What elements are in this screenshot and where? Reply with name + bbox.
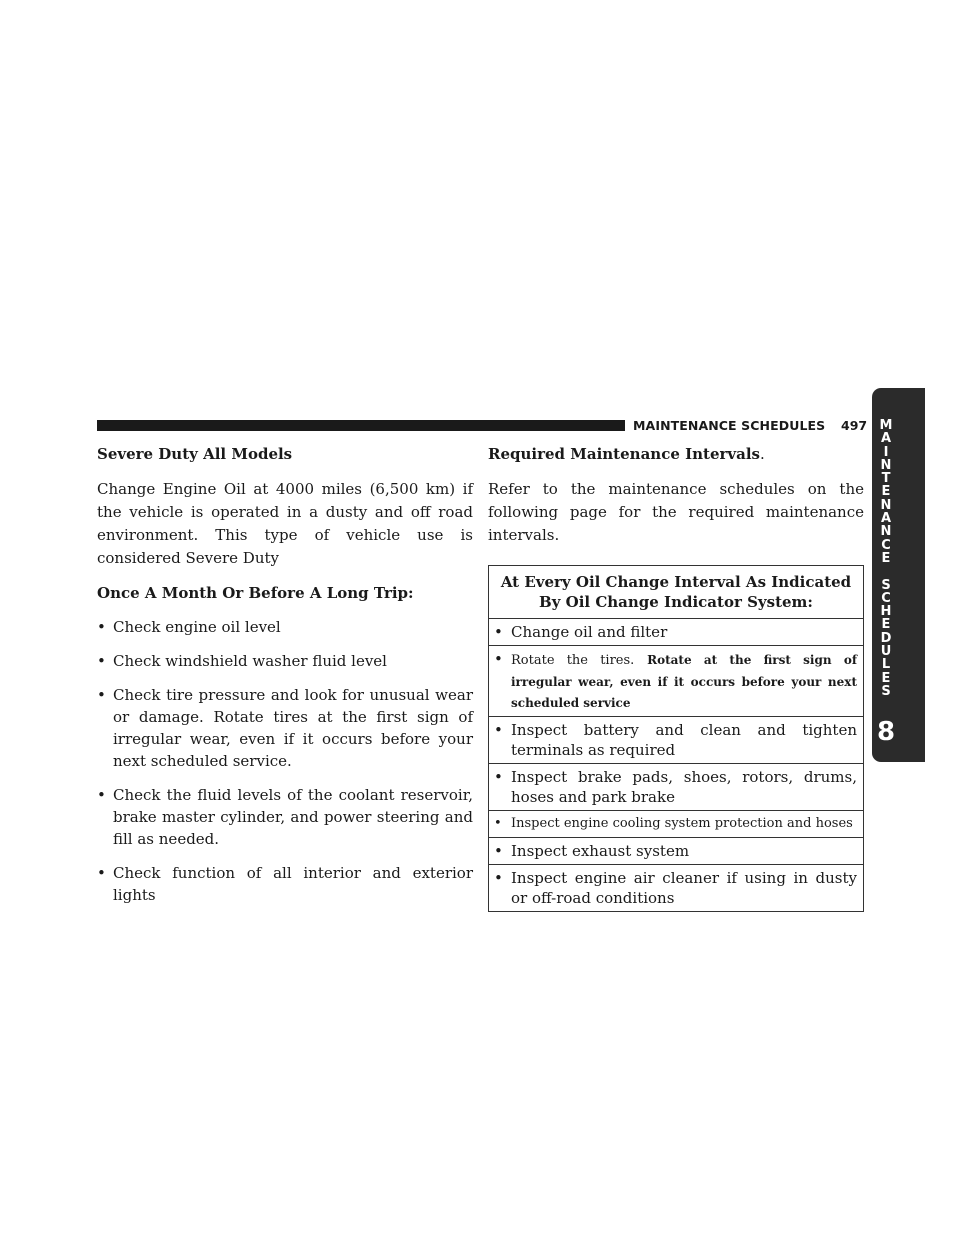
list-item: • Check the fluid levels of the coolant reservoir, brake master cylinder, and power steering and fill as needed. — [97, 784, 473, 850]
severe-duty-heading: Severe Duty All Models — [97, 445, 293, 463]
table-row-text: • Inspect engine cooling system protection and hoses — [494, 814, 857, 834]
intervals-heading-line — [488, 443, 864, 466]
section-title: MAINTENANCE SCHEDULES — [633, 418, 826, 433]
table-row-text: • Inspect engine air cleaner if using in dusty or off-road conditions — [494, 868, 857, 908]
header-rule — [97, 420, 625, 431]
page-number: 497 — [841, 418, 868, 433]
table-row-text: • Change oil and filter — [494, 622, 857, 642]
oil-change-interval-table — [488, 565, 864, 912]
right-column — [488, 443, 864, 912]
table-row — [489, 838, 864, 865]
table-row — [489, 619, 864, 646]
list-item: • Check windshield washer fluid level — [97, 650, 473, 672]
list-item: • Check function of all interior and exterior lights — [97, 862, 473, 906]
table-cell — [489, 764, 864, 811]
table-row — [489, 865, 864, 912]
chapter-tab — [872, 388, 925, 762]
severe-duty-paragraph: Change Engine Oil at 4000 miles (6,500 km) if the vehicle is operated in a dusty and off road environment. This type of vehicle use is considered Severe Duty — [97, 480, 473, 567]
chapter-tab-label: M A I N T E N A N C E S C H E D U L E S — [879, 418, 893, 699]
intervals-heading: Required Maintenance Intervals — [488, 445, 760, 463]
table-row — [489, 646, 864, 717]
intervals-paragraph: Refer to the maintenance schedules on the following page for the required maintenance intervals. — [488, 480, 864, 544]
monthly-check-list — [97, 616, 473, 906]
table-row — [489, 764, 864, 811]
table-cell — [489, 865, 864, 912]
intervals-heading-period: . — [759, 445, 765, 463]
table-row — [489, 811, 864, 838]
table-row-text: • Inspect exhaust system — [494, 841, 857, 861]
table-cell — [489, 838, 864, 865]
monthly-check-heading: Once A Month Or Before A Long Trip: — [97, 584, 414, 602]
table-header-row — [489, 566, 864, 619]
table-cell — [489, 619, 864, 646]
rotate-tires-note: Rotate at the first sign of irregular wear, even if it occurs before your next scheduled service — [511, 653, 857, 710]
list-item: • Check engine oil level — [97, 616, 473, 638]
rotate-tires-text: Rotate the tires. — [511, 653, 635, 668]
table-cell — [489, 811, 864, 838]
table-row-text: • Inspect battery and clean and tighten terminals as required — [494, 720, 857, 760]
chapter-number: 8 — [876, 717, 896, 747]
table-row-text — [494, 649, 857, 713]
table-header-cell: At Every Oil Change Interval As Indicated By Oil Change Indicator System: — [489, 566, 864, 619]
left-column — [97, 443, 473, 906]
list-item: • Check tire pressure and look for unusual wear or damage. Rotate tires at the first sign of irregular wear, even if it occurs before your next scheduled service. — [97, 684, 473, 772]
table-cell — [489, 646, 864, 717]
table-cell — [489, 717, 864, 764]
table-row-text: • Inspect brake pads, shoes, rotors, drums, hoses and park brake — [494, 767, 857, 807]
table-row — [489, 717, 864, 764]
